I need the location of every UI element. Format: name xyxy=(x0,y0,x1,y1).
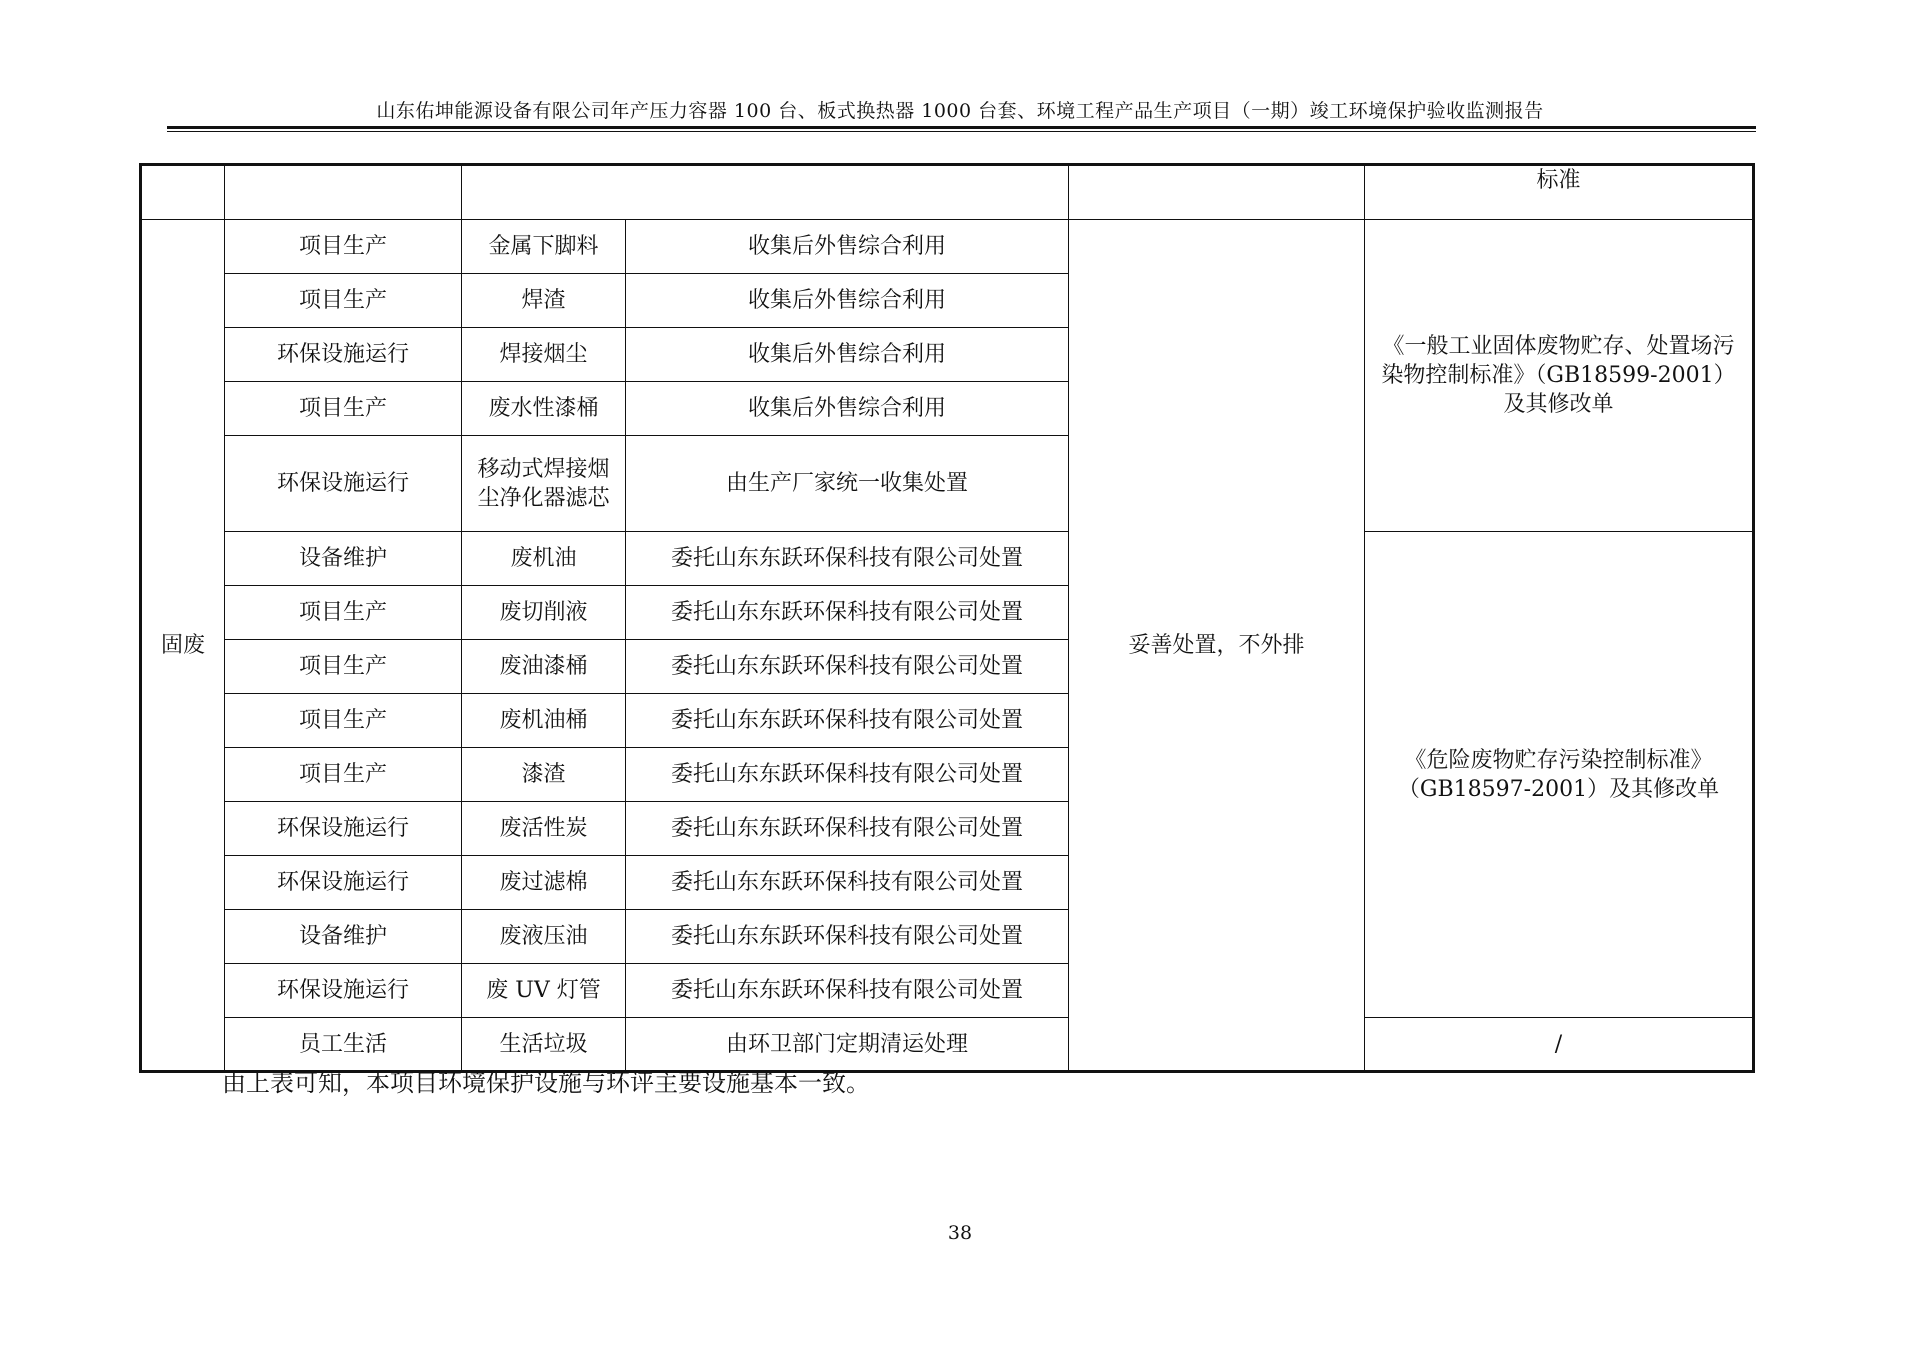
source-cell: 环保设施运行 xyxy=(225,802,462,856)
treatment-cell: 委托山东东跃环保科技有限公司处置 xyxy=(626,640,1069,694)
disposal-summary-cell: 妥善处置，不外排 xyxy=(1069,220,1365,1072)
source-cell: 项目生产 xyxy=(225,748,462,802)
source-cell: 项目生产 xyxy=(225,382,462,436)
waste-cell: 废机油桶 xyxy=(462,694,626,748)
treatment-cell: 委托山东东跃环保科技有限公司处置 xyxy=(626,532,1069,586)
treatment-cell: 委托山东东跃环保科技有限公司处置 xyxy=(626,748,1069,802)
waste-cell: 废机油 xyxy=(462,532,626,586)
treatment-cell: 由环卫部门定期清运处理 xyxy=(626,1018,1069,1072)
treatment-cell: 委托山东东跃环保科技有限公司处置 xyxy=(626,586,1069,640)
waste-cell: 废 UV 灯管 xyxy=(462,964,626,1018)
source-cell: 设备维护 xyxy=(225,910,462,964)
waste-cell: 移动式焊接烟尘净化器滤芯 xyxy=(462,436,626,532)
table-continuation-row xyxy=(141,165,1754,220)
solid-waste-table xyxy=(139,163,1755,1073)
waste-cell: 废水性漆桶 xyxy=(462,382,626,436)
waste-cell: 废过滤棉 xyxy=(462,856,626,910)
header-rule xyxy=(167,126,1756,129)
source-cell: 环保设施运行 xyxy=(225,856,462,910)
conclusion-note: 由上表可知，本项目环境保护设施与环评主要设施基本一致。 xyxy=(222,1069,870,1097)
source-cell: 项目生产 xyxy=(225,586,462,640)
source-cell: 员工生活 xyxy=(225,1018,462,1072)
source-cell: 环保设施运行 xyxy=(225,964,462,1018)
standard-domestic-cell: / xyxy=(1365,1018,1754,1072)
category-cell: 固废 xyxy=(141,220,225,1072)
waste-cell: 废切削液 xyxy=(462,586,626,640)
standard-header-cell: 标准 xyxy=(1365,165,1754,220)
treatment-cell: 委托山东东跃环保科技有限公司处置 xyxy=(626,694,1069,748)
header-rule-thin xyxy=(167,131,1756,132)
treatment-cell: 委托山东东跃环保科技有限公司处置 xyxy=(626,856,1069,910)
page-number: 38 xyxy=(947,1222,973,1244)
waste-cell: 生活垃圾 xyxy=(462,1018,626,1072)
source-cell: 设备维护 xyxy=(225,532,462,586)
waste-cell: 焊接烟尘 xyxy=(462,328,626,382)
waste-cell: 漆渣 xyxy=(462,748,626,802)
page-header: 山东佑坤能源设备有限公司年产压力容器 100 台、板式换热器 1000 台套、环境工程产品生产项目（一期）竣工环境保护验收监测报告 xyxy=(376,100,1544,122)
waste-cell: 废油漆桶 xyxy=(462,640,626,694)
treatment-cell: 委托山东东跃环保科技有限公司处置 xyxy=(626,802,1069,856)
standard-hazardous-cell: 《危险废物贮存污染控制标准》（GB18597-2001）及其修改单 xyxy=(1365,532,1754,1018)
treatment-cell: 委托山东东跃环保科技有限公司处置 xyxy=(626,910,1069,964)
source-cell: 项目生产 xyxy=(225,694,462,748)
table-row xyxy=(141,532,1754,586)
waste-cell: 废活性炭 xyxy=(462,802,626,856)
source-cell: 项目生产 xyxy=(225,220,462,274)
source-cell: 项目生产 xyxy=(225,640,462,694)
treatment-cell: 收集后外售综合利用 xyxy=(626,220,1069,274)
treatment-cell: 由生产厂家统一收集处置 xyxy=(626,436,1069,532)
table-row xyxy=(141,220,1754,274)
treatment-cell: 收集后外售综合利用 xyxy=(626,274,1069,328)
treatment-cell: 收集后外售综合利用 xyxy=(626,382,1069,436)
standard-general-cell: 《一般工业固体废物贮存、处置场污染物控制标准》（GB18599-2001）及其修改单 xyxy=(1365,220,1754,532)
treatment-cell: 收集后外售综合利用 xyxy=(626,328,1069,382)
source-cell: 环保设施运行 xyxy=(225,328,462,382)
waste-cell: 焊渣 xyxy=(462,274,626,328)
source-cell: 项目生产 xyxy=(225,274,462,328)
source-cell: 环保设施运行 xyxy=(225,436,462,532)
waste-cell: 金属下脚料 xyxy=(462,220,626,274)
waste-cell: 废液压油 xyxy=(462,910,626,964)
treatment-cell: 委托山东东跃环保科技有限公司处置 xyxy=(626,964,1069,1018)
